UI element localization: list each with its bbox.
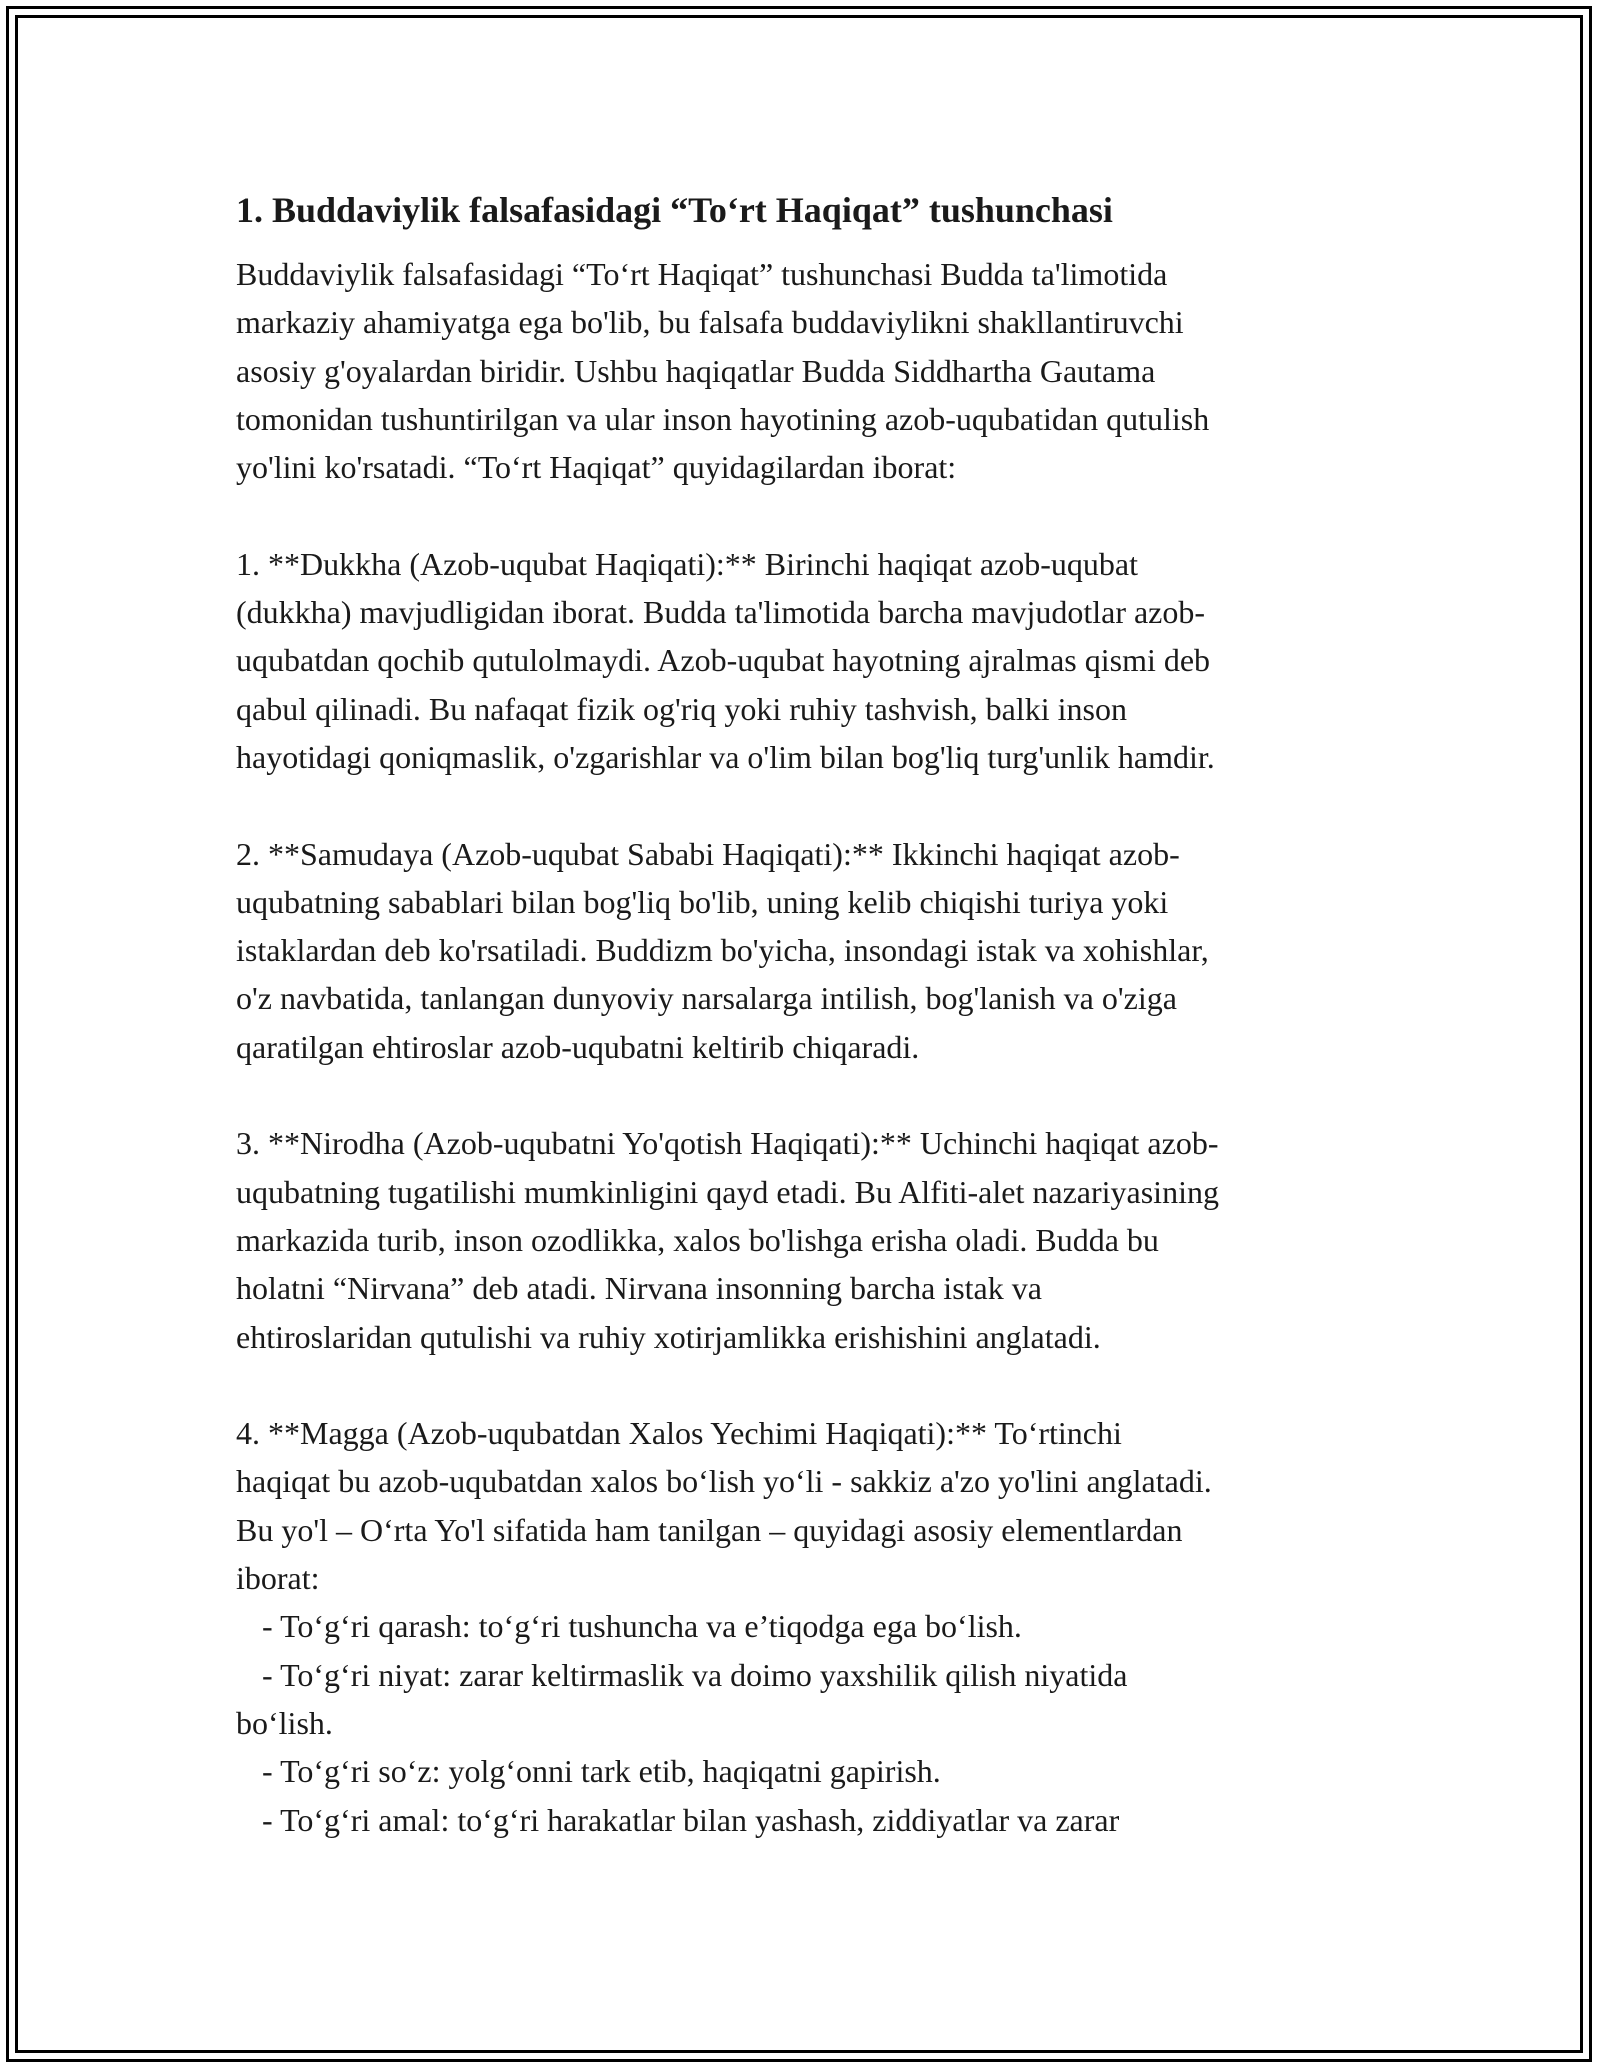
text-line: 4. **Magga (Azob-uqubatdan Xalos Yechimi Haqiqati):** To‘rtinchi <box>236 1415 1122 1452</box>
truth-nirodha-paragraph <box>236 1119 1396 1360</box>
section-heading: 1. Buddaviylik falsafasidagi “To‘rt Haqiqat” tushunchasi <box>236 190 1113 230</box>
document-body <box>236 186 1396 1844</box>
paragraph-gap <box>236 1071 1396 1119</box>
intro-paragraph <box>236 250 1396 491</box>
text-line: yo'lini ko'rsatadi. “To‘rt Haqiqat” quyidagilardan iborat: <box>236 449 957 486</box>
truth-magga-paragraph <box>236 1409 1396 1602</box>
eightfold-path-list <box>236 1602 1396 1843</box>
text-line: istaklardan deb ko'rsatiladi. Buddizm bo'yicha, insondagi istak va xohishlar, <box>236 932 1209 969</box>
truth-samudaya-paragraph <box>236 830 1396 1071</box>
paragraph-gap <box>236 1361 1396 1409</box>
list-item-continuation: bo‘lish. <box>236 1704 333 1741</box>
text-line: Bu yo'l – O‘rta Yo'l sifatida ham tanilgan – quyidagi asosiy elementlardan <box>236 1511 1183 1548</box>
text-line: tomonidan tushuntirilgan va ular inson hayotining azob-uqubatidan qutulish <box>236 400 1210 437</box>
text-line: qaratilgan ehtiroslar azob-uqubatni keltirib chiqaradi. <box>236 1028 920 1065</box>
text-line: markaziy ahamiyatga ega bo'lib, bu falsafa buddaviylikni shakllantiruvchi <box>236 304 1184 341</box>
text-line: Buddaviylik falsafasidagi “To‘rt Haqiqat” tushunchasi Budda ta'limotida <box>236 256 1168 292</box>
list-item: - To‘g‘ri qarash: to‘g‘ri tushuncha va e’tiqodga ega bo‘lish. <box>262 1608 1022 1645</box>
list-item: - To‘g‘ri so‘z: yolg‘onni tark etib, haqiqatni gapirish. <box>262 1753 941 1790</box>
text-line: haqiqat bu azob-uqubatdan xalos bo‘lish yo‘li - sakkiz a'zo yo'lini anglatadi. <box>236 1463 1212 1500</box>
list-item: - To‘g‘ri niyat: zarar keltirmaslik va doimo yaxshilik qilish niyatida <box>262 1656 1128 1693</box>
text-line: markazida turib, inson ozodlikka, xalos bo'lishga erisha oladi. Budda bu <box>236 1221 1159 1258</box>
list-item: - To‘g‘ri amal: to‘g‘ri harakatlar bilan yashash, ziddiyatlar va zarar <box>262 1801 1120 1838</box>
text-line: uqubatning tugatilishi mumkinligini qayd etadi. Bu Alfiti-alet nazariyasining <box>236 1173 1219 1210</box>
text-line: (dukkha) mavjudligidan iborat. Budda ta'limotida barcha mavjudotlar azob- <box>236 594 1206 631</box>
paragraph-gap <box>236 491 1396 539</box>
text-line: uqubatning sabablari bilan bog'liq bo'lib, uning kelib chiqishi turiya yoki <box>236 883 1169 920</box>
text-line: holatni “Nirvana” deb atadi. Nirvana insonning barcha istak va <box>236 1270 1042 1307</box>
paragraph-gap <box>236 781 1396 829</box>
text-line: hayotidagi qoniqmaslik, o'zgarishlar va o'lim bilan bog'liq turg'unlik hamdir. <box>236 738 1215 775</box>
text-line: 3. **Nirodha (Azob-uqubatni Yo'qotish Haqiqati):** Uchinchi haqiqat azob- <box>236 1125 1219 1162</box>
text-line: qabul qilinadi. Bu nafaqat fizik og'riq yoki ruhiy tashvish, balki inson <box>236 690 1127 727</box>
text-line: iborat: <box>236 1560 320 1597</box>
text-line: uqubatdan qochib qutulolmaydi. Azob-uqubat hayotning ajralmas qismi deb <box>236 642 1211 679</box>
text-line: 1. **Dukkha (Azob-uqubat Haqiqati):** Birinchi haqiqat azob-uqubat <box>236 545 1138 582</box>
truth-dukkha-paragraph <box>236 540 1396 781</box>
text-line: asosiy g'oyalardan biridir. Ushbu haqiqatlar Budda Siddhartha Gautama <box>236 352 1156 389</box>
text-line: ehtiroslaridan qutulishi va ruhiy xotirjamlikka erishishini anglatadi. <box>236 1318 1101 1355</box>
text-line: 2. **Samudaya (Azob-uqubat Sababi Haqiqati):** Ikkinchi haqiqat azob- <box>236 835 1180 872</box>
text-line: o'z navbatida, tanlangan dunyoviy narsalarga intilish, bog'lanish va o'ziga <box>236 980 1177 1017</box>
